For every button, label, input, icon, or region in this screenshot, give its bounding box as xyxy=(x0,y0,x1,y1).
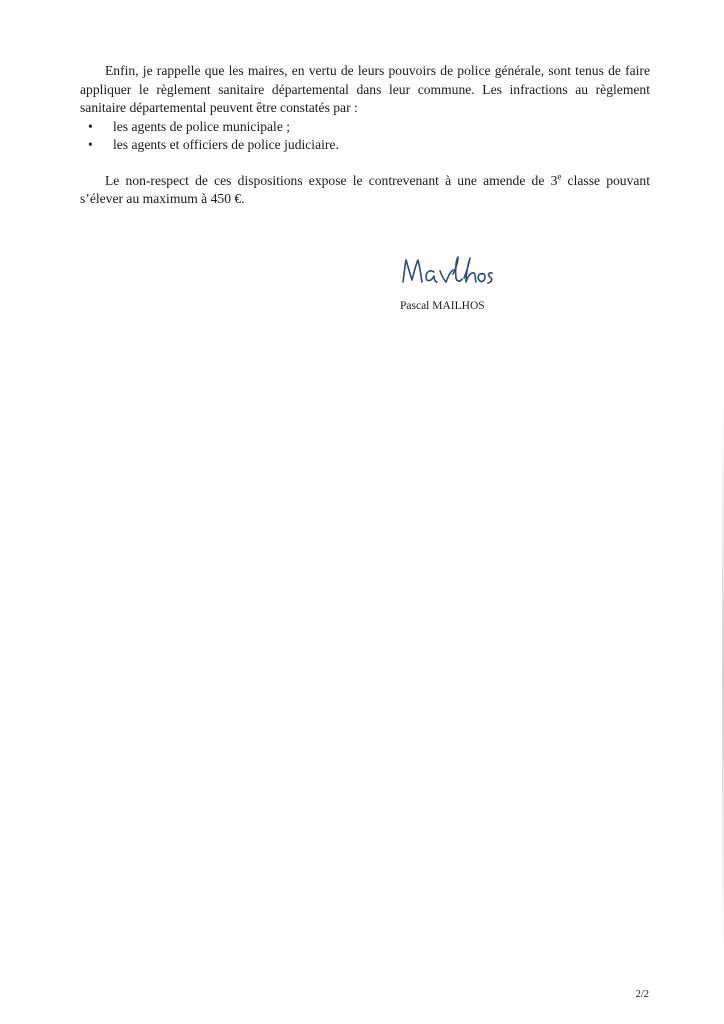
handwritten-signature xyxy=(400,252,518,290)
list-item-text: les agents de police municipale ; xyxy=(113,118,291,134)
paragraph-mayors-duties: Enfin, je rappelle que les maires, en vertu de leurs pouvoirs de police générale, sont tenus de faire appliquer le règlement sanitaire départemental dans leur commune. Les infractions au règlement sanitaire départemental peuvent être constatés par : xyxy=(80,63,650,115)
list-item xyxy=(88,118,650,137)
list-item-text: les agents et officiers de police judiciaire. xyxy=(113,137,339,152)
fine-text-part1: Le non-respect de ces dispositions expose le contrevenant à une amende de 3 xyxy=(105,172,558,188)
list-item xyxy=(88,136,650,155)
signer-name: Pascal MAILHOS xyxy=(400,300,485,312)
paragraph-fine xyxy=(80,172,650,209)
bullet-marker: • xyxy=(88,137,93,152)
signature-block xyxy=(400,252,540,312)
fine-text-part2: classe pouvant s’élever au maximum à 450 €. xyxy=(80,172,650,206)
page-number: 2/2 xyxy=(635,989,649,1000)
ordinal-superscript: e xyxy=(557,170,562,181)
document-body xyxy=(80,62,650,209)
bullet-marker: • xyxy=(88,118,93,134)
enforcement-agents-list xyxy=(80,118,650,155)
